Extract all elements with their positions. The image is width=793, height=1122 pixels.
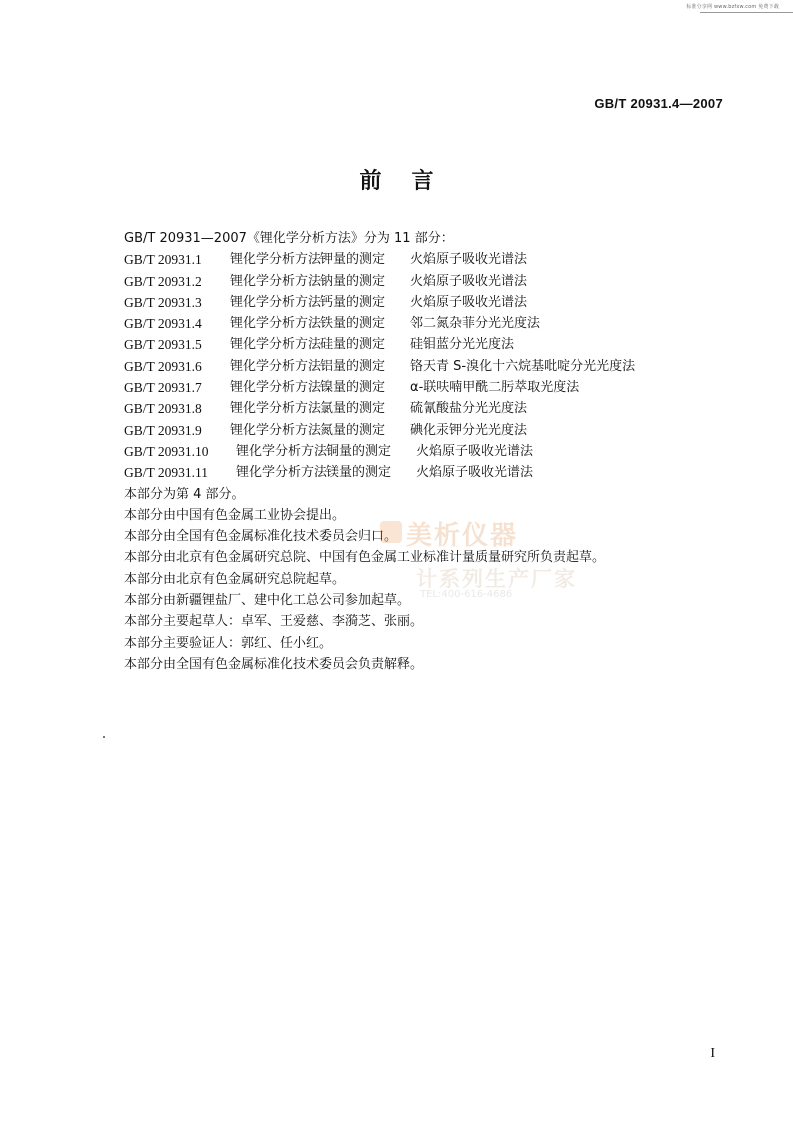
part-item: 镁量的测定 xyxy=(326,465,392,481)
part-method: 锂化学分析方法 xyxy=(230,316,322,332)
foreword-body xyxy=(124,228,724,675)
part-technique: 火焰原子吸收光谱法 xyxy=(416,465,534,481)
part-item: 氮量的测定 xyxy=(320,422,386,438)
part-code: GB/T 20931.3 xyxy=(124,294,202,310)
part-code: GB/T 20931.8 xyxy=(124,401,202,417)
part-code: GB/T 20931.2 xyxy=(124,273,202,289)
part-row xyxy=(124,313,724,334)
watermark-brand: 美析仪器 xyxy=(406,521,519,551)
part-method: 锂化学分析方法 xyxy=(230,380,322,396)
statement-line: 本部分由新疆锂盐厂、建中化工总公司参加起草。 xyxy=(124,593,411,609)
part-code: GB/T 20931.1 xyxy=(124,252,202,268)
part-item: 铝量的测定 xyxy=(320,358,386,374)
part-technique: 火焰原子吸收光谱法 xyxy=(410,294,528,310)
intro-line: GB/T 20931—2007《锂化学分析方法》分为 11 部分： xyxy=(124,231,454,246)
part-item: 铜量的测定 xyxy=(326,443,392,459)
part-method: 锂化学分析方法 xyxy=(230,422,322,438)
part-method: 锂化学分析方法 xyxy=(230,401,322,417)
part-row xyxy=(124,462,724,483)
part-technique: α-联呋喃甲酰二肟萃取光度法 xyxy=(410,380,580,396)
part-item: 镍量的测定 xyxy=(320,380,386,396)
statements-list xyxy=(124,484,724,676)
part-method: 锂化学分析方法 xyxy=(230,252,322,268)
statement-line: 本部分为第 4 部分。 xyxy=(124,486,245,502)
part-technique: 火焰原子吸收光谱法 xyxy=(410,273,528,289)
part-technique: 硫氰酸盐分光光度法 xyxy=(410,401,528,417)
part-technique: 硅钼蓝分光光度法 xyxy=(410,337,515,353)
part-technique: 火焰原子吸收光谱法 xyxy=(416,443,534,459)
part-technique: 铬天青 S-溴化十六烷基吡啶分光光度法 xyxy=(410,358,636,374)
part-technique: 火焰原子吸收光谱法 xyxy=(410,252,528,268)
part-technique: 碘化汞钾分光光度法 xyxy=(410,422,528,438)
part-item: 钙量的测定 xyxy=(320,294,386,310)
watermark-tel: TEL:400-616-4686 xyxy=(420,589,513,600)
part-item: 钾量的测定 xyxy=(320,252,386,268)
statement-line: 本部分由全国有色金属标准化技术委员会负责解释。 xyxy=(124,656,424,672)
part-technique: 邻二氮杂菲分光光度法 xyxy=(410,316,541,332)
part-code: GB/T 20931.6 xyxy=(124,358,202,374)
statement-line: 本部分由北京有色金属研究总院、中国有色金属工业标准计量质量研究所负责起草。 xyxy=(124,550,606,566)
part-method: 锂化学分析方法 xyxy=(236,465,328,481)
part-item: 氯量的测定 xyxy=(320,401,386,417)
part-method: 锂化学分析方法 xyxy=(230,294,322,310)
part-row xyxy=(124,292,724,313)
part-method: 锂化学分析方法 xyxy=(230,337,322,353)
top-download-note: 标准分享网 www.bzfxw.com 免费下载 xyxy=(686,4,779,10)
part-row xyxy=(124,249,724,270)
part-row xyxy=(124,398,724,419)
part-row xyxy=(124,441,724,462)
part-method: 锂化学分析方法 xyxy=(230,358,322,374)
page-number: I xyxy=(710,1046,715,1061)
top-rule-divider xyxy=(700,12,793,13)
part-code: GB/T 20931.5 xyxy=(124,337,202,353)
statement-line: 本部分由北京有色金属研究总院起草。 xyxy=(124,571,346,587)
part-code: GB/T 20931.4 xyxy=(124,316,202,332)
part-code: GB/T 20931.11 xyxy=(124,465,209,481)
part-row xyxy=(124,377,724,398)
part-code: GB/T 20931.10 xyxy=(124,443,209,459)
statement-line: 本部分由中国有色金属工业协会提出。 xyxy=(124,507,346,523)
part-code: GB/T 20931.7 xyxy=(124,380,202,396)
standard-code: GB/T 20931.4—2007 xyxy=(594,96,723,111)
parts-list xyxy=(124,249,724,483)
scan-speck xyxy=(103,736,105,738)
part-row xyxy=(124,420,724,441)
statement-line: 本部分主要验证人：郭红、任小红。 xyxy=(124,635,333,651)
page-title: 前言 xyxy=(359,169,464,194)
statement-line: 本部分由全国有色金属标准化技术委员会归口。 xyxy=(124,529,398,545)
part-method: 锂化学分析方法 xyxy=(230,273,322,289)
part-code: GB/T 20931.9 xyxy=(124,422,202,438)
part-row xyxy=(124,356,724,377)
part-item: 硅量的测定 xyxy=(320,337,386,353)
part-row xyxy=(124,271,724,292)
part-item: 钠量的测定 xyxy=(320,273,386,289)
statement-line: 本部分主要起草人：卓军、王爱慈、李漪芝、张丽。 xyxy=(124,614,424,630)
watermark-slogan: 计系列生产厂家 xyxy=(416,567,577,591)
part-item: 铁量的测定 xyxy=(320,316,386,332)
part-method: 锂化学分析方法 xyxy=(236,443,328,459)
part-row xyxy=(124,334,724,355)
